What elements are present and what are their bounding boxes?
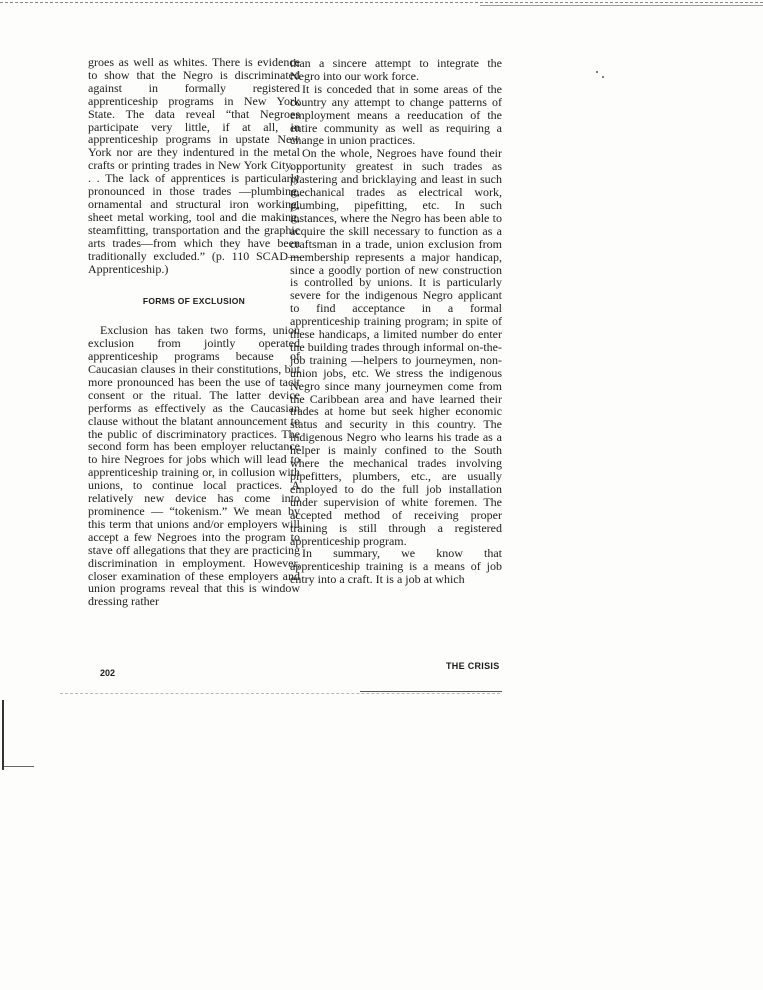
paragraph: Exclusion has taken two forms, union exclusion from jointly operated apprenticeship programs because of Caucasian clauses in their constitutions, but more pronounced has been the use of tacit consent or the ritual. The latter device performs as effectively as the Caucasian clause without the blatant announcement to the public of discriminatory practices. The second form has been employer reluctance to hire Negroes for jobs which will lead to apprenticeship training or, in collusion with unions, to continue local practices. A relatively new device has come into prominence — “tokenism.” We mean by this term that unions and/or employers will accept a few Negroes into the program to stave off allegations that they are practicing discrimination in employment. However, closer examination of these employers and union programs reveal that this is window dressing rather xyxy=(88,323,300,609)
paragraph: It is conceded that in some areas of the country any attempt to change patterns of employment means a reeducation of the entire community as well as requiring a change in union practices. xyxy=(290,81,502,148)
scan-edge-bottom xyxy=(60,693,500,694)
text-column-left xyxy=(88,56,300,608)
scan-speck xyxy=(602,76,604,78)
section-heading: FORMS OF EXCLUSION xyxy=(142,296,246,307)
scan-edge-bottom-dark xyxy=(360,691,502,692)
scan-edge-left xyxy=(2,700,4,770)
paragraph: In summary, we know that apprenticeship training is a means of job entry into a craft. It is a job at which xyxy=(290,546,502,587)
page-number: 202 xyxy=(100,668,116,678)
paragraph: than a sincere attempt to integrate the Negro into our work force. xyxy=(290,56,502,83)
paragraph: groes as well as whites. There is evidence to show that the Negro is discriminated against in formally registered apprenticeship programs in New York State. The data reveal “that Negroes participate very little, if at all, in apprenticeship programs in upstate New York nor are they indentured in the metal crafts or printing trades in New York City. . . . The lack of apprentices is particularly pronounced in those trades —plumbing, ornamental and structural iron working, sheet metal working, tool and die making, steamfitting, transportation and the graphic arts trades—from which they have been traditionally excluded.” (p. 110 SCAD—Apprenticeship.) xyxy=(88,55,300,276)
scan-edge-left-tick xyxy=(4,766,34,767)
paragraph: On the whole, Negroes have found their opportunity greatest in such trades as plastering and bricklaying and least in such mechanical trades as electrical work, plumbing, pipefitting, etc. In such instances, where the Negro has been able to acquire the skill necessary to function as a craftsman in a trade, union exclusion from membership represents a major handicap, since a goodly portion of new construction is controlled by unions. It is particularly severe for the indigenous Negro applicant to find acceptance in a formal apprenticeship training program; in spite of these handicaps, a limited number do enter the building trades through informal on-the-job training —helpers to journeymen, non-union jobs, etc. We stress the indigenous Negro since many journeymen come from the Caribbean area and have learned their trades at home but seek higher economic status and security in this country. The indigenous Negro who learns his trade as a helper is mainly confined to the South where the mechanical trades involving pipefitters, plumbers, etc., are usually employed to do the full job installation under supervision of white foremen. The accepted method of receiving proper training is still through a registered apprenticeship program. xyxy=(290,146,502,548)
running-footer-title: THE CRISIS xyxy=(446,661,500,671)
text-column-right xyxy=(290,57,502,586)
scan-edge-top-right xyxy=(480,5,763,6)
scan-speck xyxy=(596,71,598,73)
